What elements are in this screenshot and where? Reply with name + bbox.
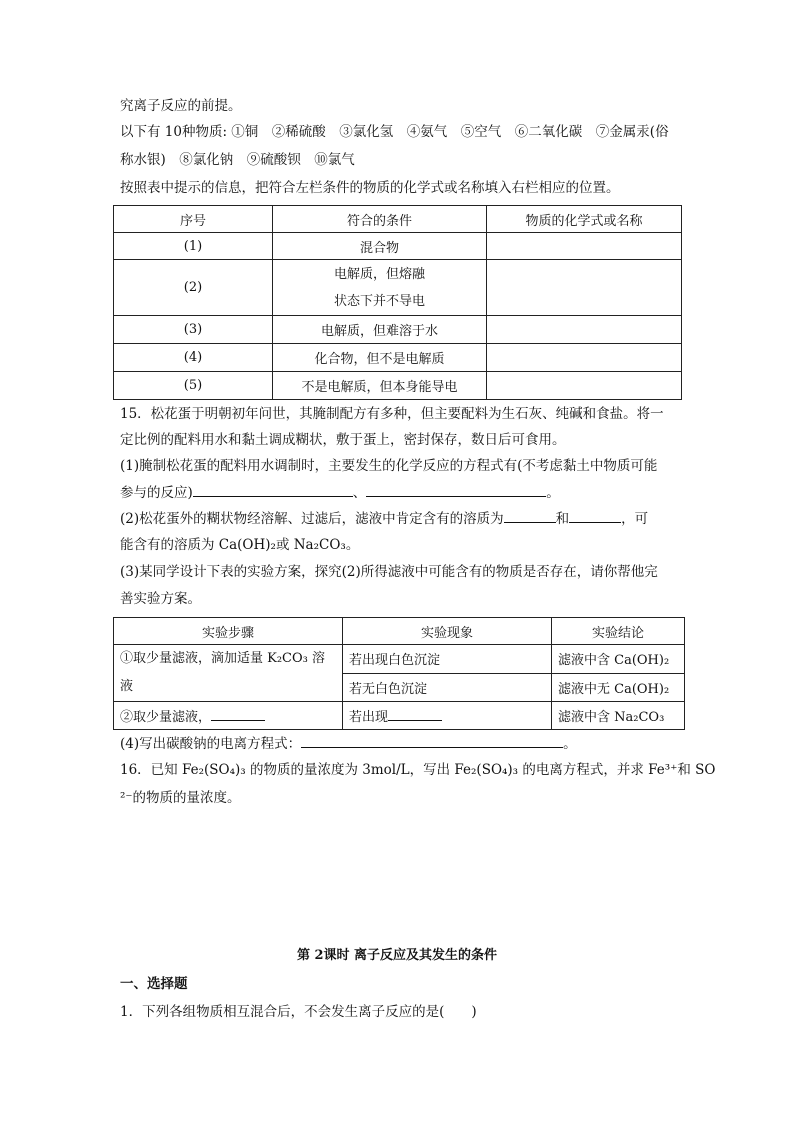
table-row [114,233,682,260]
q15-l4-sep: 、 [352,485,367,501]
table-row [114,316,682,344]
section-subtitle: 一、选择题 [120,976,188,992]
table-row [114,702,685,730]
q15-line-2: 定比例的配料用水和黏土调成糊状，敷于蛋上，密封保存，数日后可食用。 [120,432,566,448]
q15-line-3: (1)腌制松花蛋的配料用水调制时，主要发生的化学反应的方程式有(不考虑黏土中物质可能 [120,458,658,474]
intro-line-4: 按照表中提示的信息，把符合左栏条件的物质的化学式或名称填入右栏相应的位置。 [120,180,620,196]
row-no: (3) [114,316,273,344]
row-answer-cell[interactable] [487,372,682,400]
q15-l4-end: 。 [546,485,560,501]
q15-line-8: 善实验方案。 [120,591,201,607]
section-title: 第 2课时 离子反应及其发生的条件 [296,948,498,963]
col-header-condition: 符合的条件 [273,206,487,233]
col-header-answer: 物质的化学式或名称 [487,206,682,233]
experiment-table [113,617,685,730]
col-header-no: 序号 [114,206,273,233]
q15-line-9 [120,733,577,754]
table-row [114,372,682,400]
step-1-cell [114,645,343,702]
q15-l5-end: ，可 [621,511,649,527]
observation-2: 若无白色沉淀 [343,673,552,702]
row-no: (5) [114,372,273,400]
row-no: (2) [114,260,273,316]
col-header-conclusion: 实验结论 [552,618,685,645]
question-1: 1．下列各组物质相互混合后，不会发生离子反应的是( ) [120,1004,477,1020]
intro-line-1: 究离子反应的前提。 [120,98,242,114]
step-2-cell [114,702,343,730]
q15-l9-prefix: (4)写出碳酸钠的电离方程式： [120,736,302,752]
row-condition: 化合物，但不是电解质 [273,344,487,372]
answer-blank-1[interactable] [193,482,353,497]
q15-l5-mid: 和 [555,511,570,527]
observation-3-text: 若出现 [349,710,389,725]
step-1-line-1: ①取少量滤液，滴加适量 K₂CO₃ 溶 [120,651,326,666]
answer-blank-5[interactable] [211,706,265,721]
answer-blank-2[interactable] [366,482,546,497]
answer-blank-6[interactable] [388,706,442,721]
answer-blank-3[interactable] [504,508,556,523]
answer-blank-7[interactable] [301,733,563,748]
row-condition: 混合物 [273,233,487,260]
step-2-text: ②取少量滤液， [120,710,212,725]
intro-line-2: 以下有 10种物质: ①铜 ②稀硫酸 ③氯化氢 ④氨气 ⑤空气 ⑥二氧化碳 ⑦金属汞(俗 [120,124,669,140]
q15-line-4 [120,482,560,503]
row-condition-line-1: 电解质，但熔融 [333,266,425,282]
table-header-row [114,618,685,645]
q15-line-6: 能含有的溶质为 Ca(OH)₂或 Na₂CO₃。 [120,537,360,553]
intro-line-3: 称水银) ⑧氯化钠 ⑨硫酸钡 ⑩氯气 [120,152,355,168]
row-answer-cell[interactable] [487,233,682,260]
row-no: (1) [114,233,273,260]
q15-line-7: (3)某同学设计下表的实验方案，探究(2)所得滤液中可能含有的物质是否存在，请你帮他完 [120,564,658,580]
conclusion-3: 滤液中含 Na₂CO₃ [552,702,685,730]
row-no: (4) [114,344,273,372]
row-condition-line-2: 状态下并不导电 [333,293,425,309]
row-answer-cell[interactable] [487,260,682,316]
conclusion-2: 滤液中无 Ca(OH)₂ [552,673,685,702]
col-header-observation: 实验现象 [343,618,552,645]
step-1-line-2: 液 [120,679,134,694]
q15-l5-prefix: (2)松花蛋外的糊状物经溶解、过滤后，滤液中肯定含有的溶质为 [120,511,504,527]
substance-table [113,205,682,400]
table-header-row [114,206,682,233]
table-row [114,260,682,316]
row-condition [273,260,487,316]
q15-l4-prefix: 参与的反应) [120,485,193,501]
answer-blank-4[interactable] [569,508,621,523]
row-answer-cell[interactable] [487,344,682,372]
row-answer-cell[interactable] [487,316,682,344]
row-condition: 不是电解质，但本身能导电 [273,372,487,400]
q16-line-1: 16．已知 Fe₂(SO₄)₃ 的物质的量浓度为 3mol/L，写出 Fe₂(SO₄)₃ 的电离方程式，并求 Fe³⁺和 SO [120,762,716,778]
col-header-step: 实验步骤 [114,618,343,645]
q16-line-2: ²⁻的物质的量浓度。 [120,790,241,806]
table-row [114,344,682,372]
q15-l9-end: 。 [563,736,577,752]
q15-line-5 [120,508,648,529]
observation-3-cell [343,702,552,730]
q15-line-1: 15．松花蛋于明朝初年问世，其腌制配方有多种，但主要配料为生石灰、纯碱和食盐。将一 [120,406,664,422]
conclusion-1: 滤液中含 Ca(OH)₂ [552,645,685,674]
table-row [114,645,685,674]
row-condition: 电解质，但难溶于水 [273,316,487,344]
observation-1: 若出现白色沉淀 [343,645,552,674]
